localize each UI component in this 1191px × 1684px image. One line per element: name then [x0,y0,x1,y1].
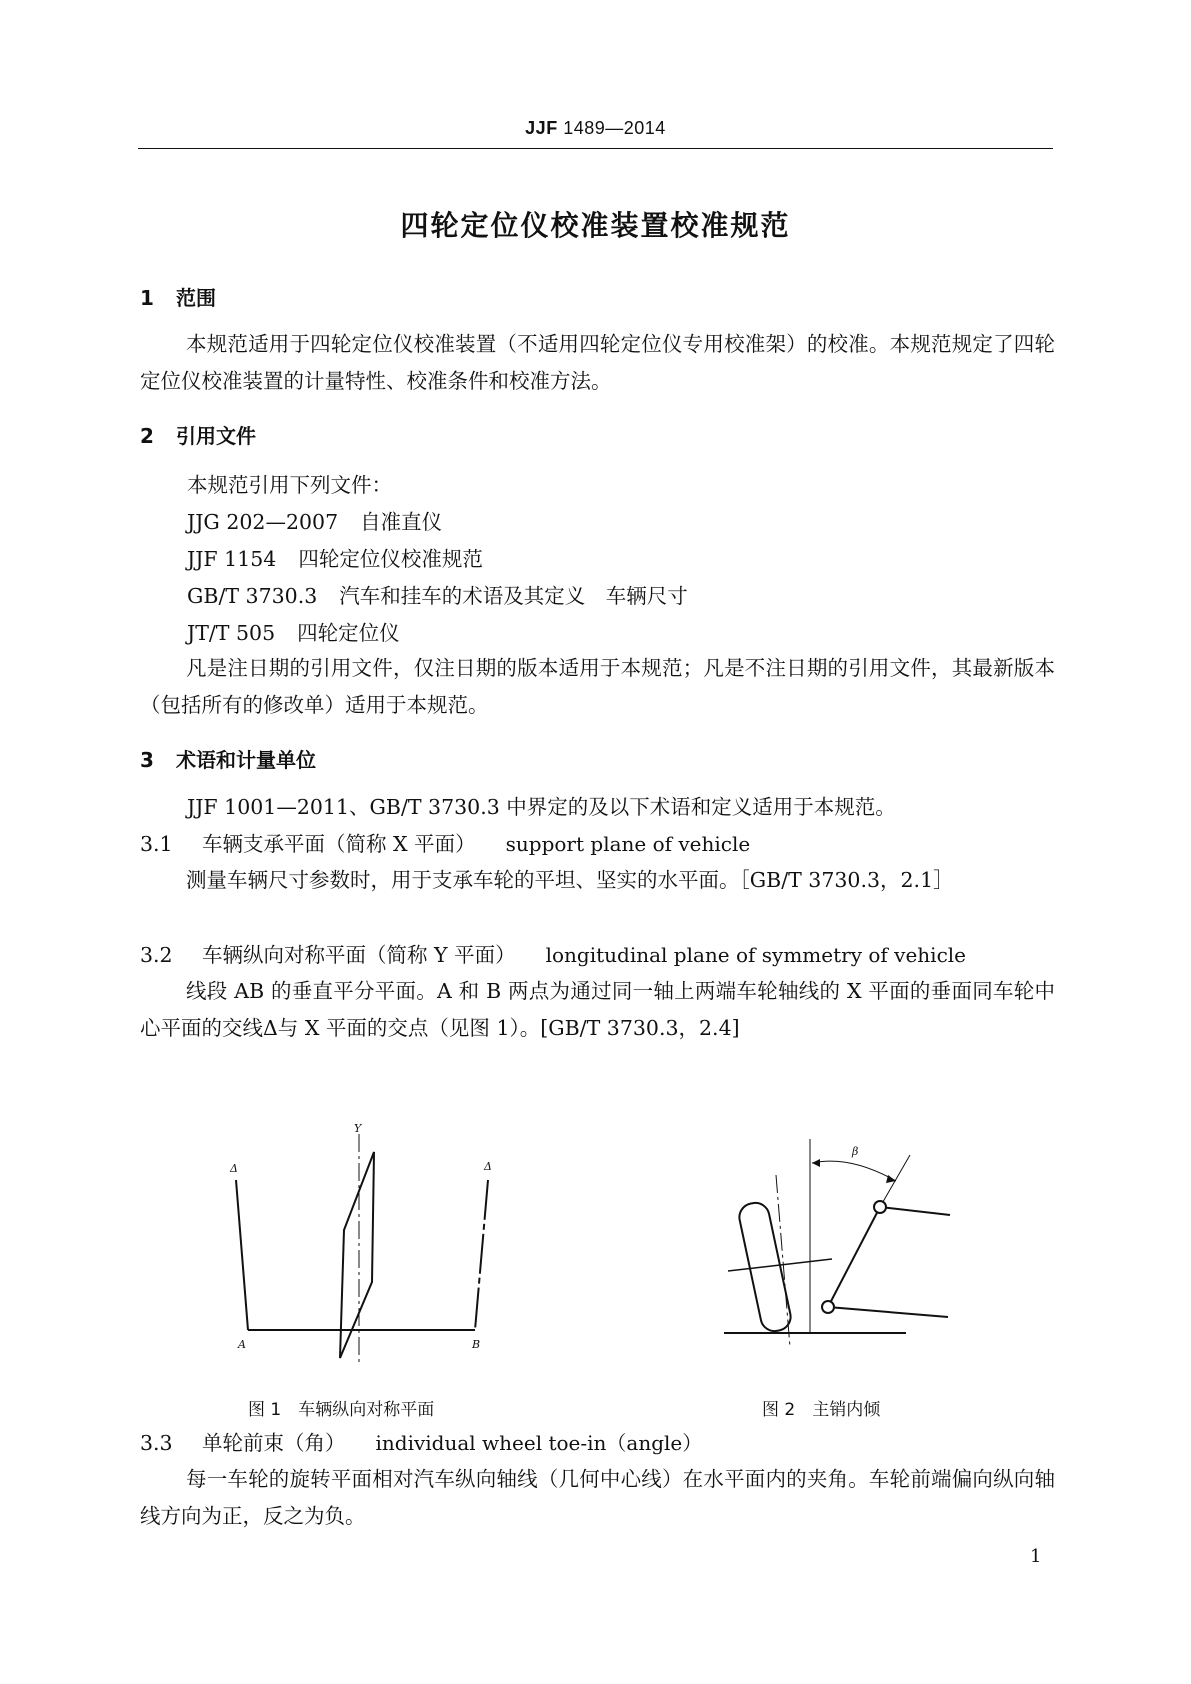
figure-1-caption: 图 1 车辆纵向对称平面 [248,1400,435,1420]
term-english: longitudinal plane of symmetry of vehicle [545,943,966,967]
beta-arc [812,1161,896,1181]
references-intro: 本规范引用下列文件： [187,473,392,497]
section-title: 术语和计量单位 [176,748,316,772]
paragraph-text: 凡是注日期的引用文件，仅注日期的版本适用于本规范；凡是不注日期的引用文件，其最新版本（包括所有的修改单）适用于本规范。 [140,656,1055,717]
label-a: A [238,1338,246,1351]
term-english: support plane of vehicle [505,832,751,856]
term-number: 3.2 [140,943,173,967]
page-number: 1 [1030,1546,1042,1567]
term-3-1-heading [140,827,750,857]
kingpin-axis [828,1207,880,1307]
document-title: 四轮定位仪校准装置校准规范 [400,209,791,242]
figure-1-diagram [220,1120,520,1370]
label-b: B [472,1338,481,1351]
term-3-3-definition [140,1461,1055,1535]
header-prefix: JJF [525,118,558,138]
reference-code: GB/T 3730.3 [187,584,318,608]
section-number: 3 [140,748,154,772]
right-wheel-line [475,1180,488,1330]
references-note [140,650,1055,724]
terms-intro: JJF 1001—2011、GB/T 3730.3 中界定的及以下术语和定义适用于本规范。 [187,795,896,819]
left-wheel-line [236,1180,248,1330]
term-number: 3.1 [140,832,173,856]
section-3-heading [140,744,316,773]
term-name: 车辆支承平面（简称 X 平面） [202,832,476,856]
reference-name: 四轮定位仪校准规范 [298,547,483,571]
term-name: 车辆纵向对称平面（简称 Y 平面） [202,943,516,967]
header-number: 1489—2014 [563,118,666,138]
section-title: 引用文件 [176,424,256,448]
label-y: Y [354,1122,362,1135]
upper-control-arm [880,1207,950,1215]
definition-text: 线段 AB 的垂直平分平面。A 和 B 两点为通过同一轴上两端车轮轴线的 X 平面的垂面同车轮中心平面的交线Δ与 X 平面的交点（见图 1）。[GB/T 3730.3，2.4] [140,979,1055,1040]
definition-text: 每一车轮的旋转平面相对汽车纵向轴线（几何中心线）在水平面内的夹角。车轮前端偏向纵向轴线方向为正，反之为负。 [140,1467,1055,1528]
reference-code: JT/T 505 [187,621,276,645]
reference-code: JJG 202—2007 [187,510,339,534]
term-3-1-definition [140,862,1055,899]
reference-name: 四轮定位仪 [297,621,400,645]
term-3-2-heading [140,938,966,968]
term-name: 单轮前束（角） [202,1431,346,1455]
reference-item [187,505,442,535]
reference-code: JJF 1154 [187,547,277,571]
reference-name: 汽车和挂车的术语及其定义 车辆尺寸 [339,584,688,608]
reference-item [187,616,400,646]
section-number: 1 [140,286,154,310]
lower-control-arm [828,1307,948,1317]
running-header [0,118,1191,139]
lower-ball-joint [822,1301,834,1313]
figure-2-diagram [720,1135,960,1355]
reference-item [187,542,483,572]
term-3-2-definition [140,973,1055,1047]
section-2-heading [140,420,256,449]
section-number: 2 [140,424,154,448]
reference-item [187,579,688,609]
reference-name: 自准直仪 [360,510,443,534]
term-english: individual wheel toe-in（angle） [375,1431,703,1455]
term-3-3-heading [140,1426,702,1456]
upper-ball-joint [874,1201,886,1213]
header-rule [138,148,1053,149]
label-delta-left: Δ [230,1162,238,1175]
definition-text: 测量车辆尺寸参数时，用于支承车轮的平坦、坚实的水平面。［GB/T 3730.3，2.1］ [186,868,954,892]
section-1-heading [140,282,216,311]
term-number: 3.3 [140,1431,173,1455]
section-title: 范围 [176,286,216,310]
y-plane-parallelogram [340,1152,374,1358]
paragraph-text: 本规范适用于四轮定位仪校准装置（不适用四轮定位仪专用校准架）的校准。本规范规定了四轮定位仪校准装置的计量特性、校准条件和校准方法。 [140,332,1055,393]
figure-2-caption: 图 2 主销内倾 [762,1400,881,1420]
label-delta-right: Δ [484,1160,492,1173]
label-beta: β [852,1145,859,1158]
beta-arrow-left [812,1159,820,1167]
section-1-paragraph [140,326,1055,400]
